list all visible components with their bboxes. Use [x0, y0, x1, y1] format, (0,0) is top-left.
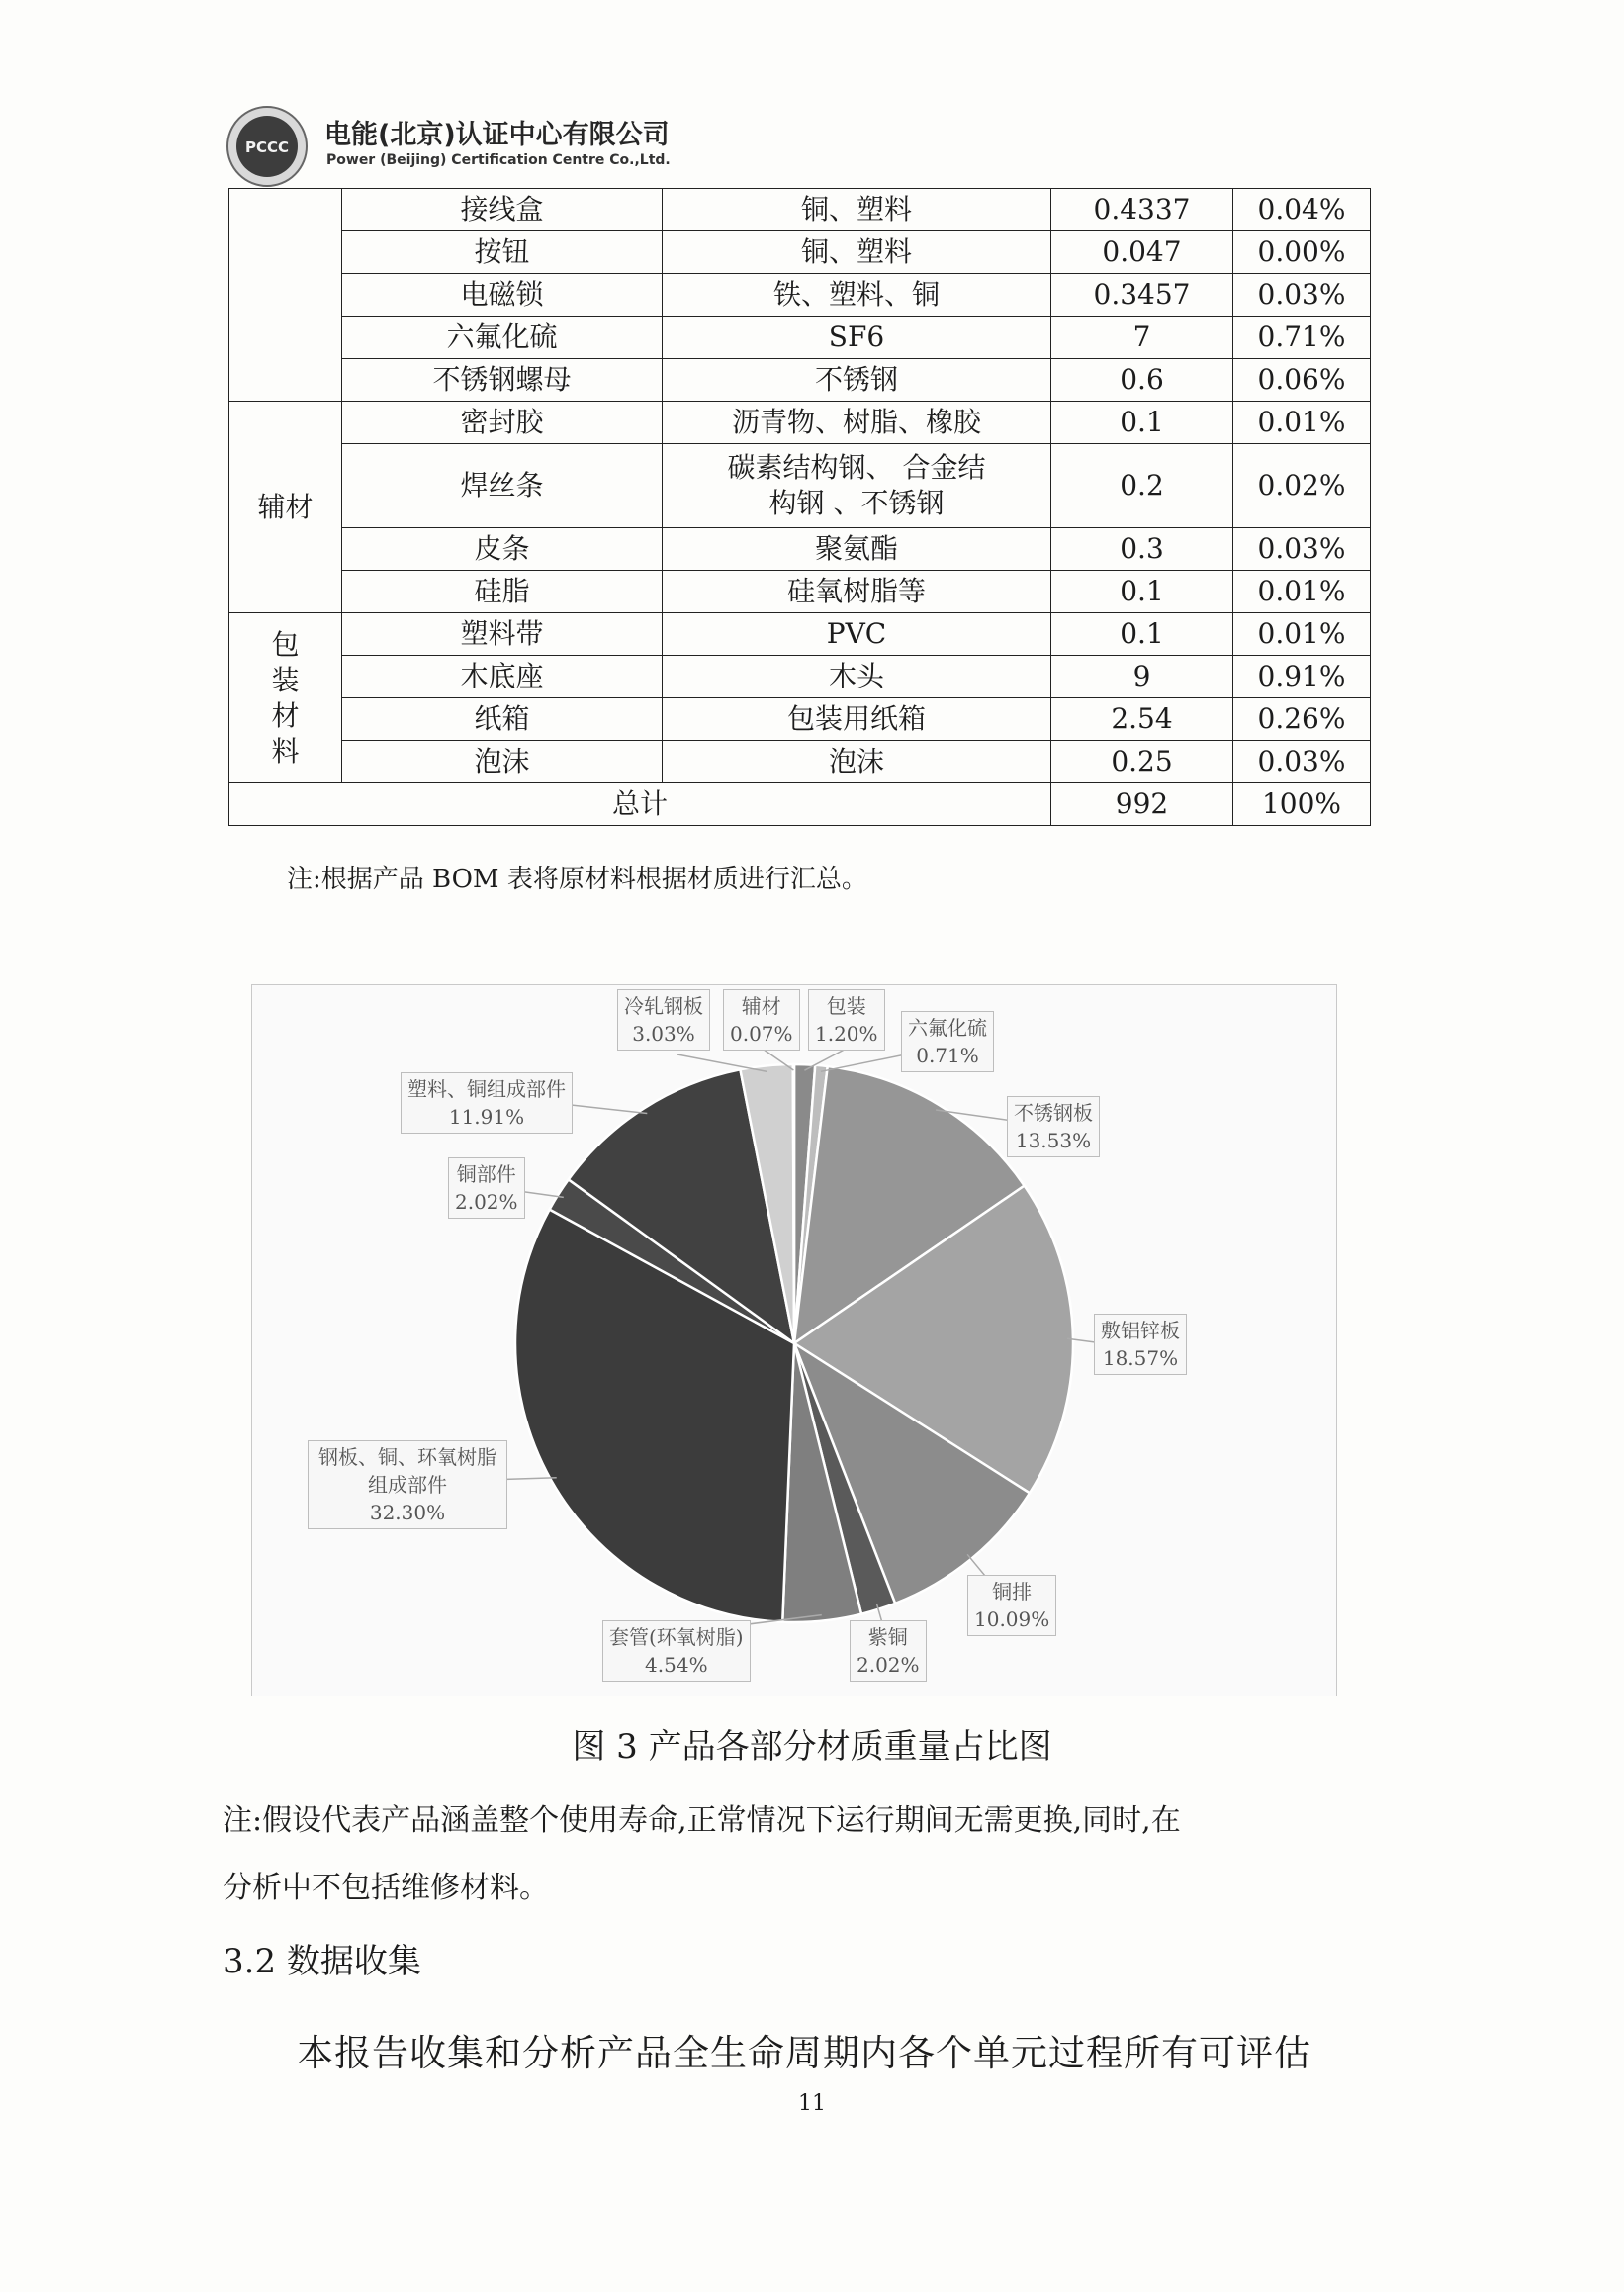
weight-cell: 0.2: [1051, 444, 1233, 528]
weight-cell: 0.1: [1051, 613, 1233, 656]
percent-cell: 0.03%: [1233, 274, 1371, 317]
slice-label-packaging: [808, 989, 885, 1051]
slice-label-copper-part: [448, 1157, 525, 1219]
material-cell: 铜、塑料: [663, 231, 1051, 274]
table-row: [229, 189, 1371, 231]
table-row: [229, 741, 1371, 783]
total-row: [229, 783, 1371, 826]
slice-label-value: 1.20%: [815, 1022, 878, 1046]
pie-slice: [793, 1064, 794, 1343]
table-row: [229, 231, 1371, 274]
table-note: 注:根据产品 BOM 表将原材料根据材质进行汇总。: [287, 865, 867, 894]
slice-label-name: 包装: [826, 994, 866, 1018]
percent-cell: 0.02%: [1233, 444, 1371, 528]
weight-cell: 0.4337: [1051, 189, 1233, 231]
section-heading: 3.2 数据收集: [223, 1942, 421, 1981]
slice-label-name: 塑料、铜组成部件: [407, 1077, 566, 1101]
material-cell: 不锈钢: [663, 359, 1051, 402]
percent-cell: 0.03%: [1233, 741, 1371, 783]
company-logo: [226, 105, 309, 188]
slice-label-value: 10.09%: [974, 1607, 1050, 1631]
slice-label-plastic-copper: [401, 1072, 573, 1134]
weight-cell: 0.047: [1051, 231, 1233, 274]
weight-cell: 0.25: [1051, 741, 1233, 783]
logo-text: PCCC: [244, 138, 290, 156]
company-name-en: Power (Beijing) Certification Centre Co.,Ltd.: [326, 152, 671, 168]
slice-label-value: 0.71%: [916, 1044, 979, 1067]
percent-cell: 0.06%: [1233, 359, 1371, 402]
part-cell: 六氟化硫: [342, 317, 663, 359]
slice-label-cold-rolled: [617, 989, 710, 1051]
materials-table: [228, 188, 1371, 826]
slice-label-name: 敷铝锌板: [1101, 1319, 1180, 1342]
part-cell: 硅脂: [342, 571, 663, 613]
weight-cell: 2.54: [1051, 698, 1233, 741]
slice-label-value: 2.02%: [455, 1190, 518, 1214]
percent-cell: 0.01%: [1233, 613, 1371, 656]
material-cell: 铜、塑料: [663, 189, 1051, 231]
part-cell: 塑料带: [342, 613, 663, 656]
material-cell: PVC: [663, 613, 1051, 656]
note-line-1: 注:假设代表产品涵盖整个使用寿命,正常情况下运行期间无需更换,同时,在: [223, 1803, 1181, 1838]
note-line-2: 分析中不包括维修材料。: [223, 1871, 549, 1905]
slice-label-steel-copper-epoxy: [308, 1440, 507, 1529]
part-cell: 焊丝条: [342, 444, 663, 528]
part-cell: 木底座: [342, 656, 663, 698]
page-number: 11: [798, 2091, 826, 2116]
part-cell: 接线盒: [342, 189, 663, 231]
slice-label-value: 11.91%: [448, 1105, 525, 1129]
slice-label-sf6: [901, 1011, 994, 1072]
group-cell: [229, 189, 342, 402]
page-header: [226, 99, 740, 188]
group-cell-packaging: 包装材料: [229, 613, 342, 783]
material-cell: 聚氨酯: [663, 528, 1051, 571]
percent-cell: 0.71%: [1233, 317, 1371, 359]
slice-label-value: 3.03%: [632, 1022, 695, 1046]
slice-label-name: 铜部件: [456, 1162, 516, 1186]
slice-label-auxiliary: [723, 989, 800, 1051]
table-row: [229, 359, 1371, 402]
body-paragraph: 本报告收集和分析产品全生命周期内各个单元过程所有可评估: [297, 2032, 1311, 2074]
slice-label-stainless-sheet: [1007, 1096, 1100, 1157]
material-cell: 包装用纸箱: [663, 698, 1051, 741]
slice-label-value: 32.30%: [369, 1501, 446, 1524]
total-weight: 992: [1051, 783, 1233, 826]
slice-label-bushing: [602, 1620, 751, 1682]
table-row: [229, 656, 1371, 698]
pie-slices: [515, 1064, 1073, 1622]
slice-label-value: 2.02%: [857, 1653, 920, 1677]
slice-label-value: 0.07%: [730, 1022, 793, 1046]
percent-cell: 0.01%: [1233, 402, 1371, 444]
weight-cell: 0.3457: [1051, 274, 1233, 317]
material-cell: 泡沫: [663, 741, 1051, 783]
weight-cell: 0.1: [1051, 402, 1233, 444]
leader-line: [677, 1054, 767, 1071]
part-cell: 纸箱: [342, 698, 663, 741]
pie-chart: [251, 984, 1337, 1696]
weight-cell: 0.6: [1051, 359, 1233, 402]
total-percent: 100%: [1233, 783, 1371, 826]
percent-cell: 0.26%: [1233, 698, 1371, 741]
material-cell: SF6: [663, 317, 1051, 359]
table-row: [229, 613, 1371, 656]
company-name-cn: 电能(北京)认证中心有限公司: [324, 120, 670, 150]
table-row: [229, 528, 1371, 571]
material-cell: 铁、塑料、铜: [663, 274, 1051, 317]
percent-cell: 0.00%: [1233, 231, 1371, 274]
table-row: [229, 571, 1371, 613]
percent-cell: 0.01%: [1233, 571, 1371, 613]
part-cell: 电磁锁: [342, 274, 663, 317]
slice-label-name: 套管(环氧树脂): [609, 1625, 744, 1649]
weight-cell: 0.1: [1051, 571, 1233, 613]
weight-cell: 9: [1051, 656, 1233, 698]
part-cell: 按钮: [342, 231, 663, 274]
part-cell: 泡沫: [342, 741, 663, 783]
group-cell-auxiliary: 辅材: [229, 402, 342, 613]
slice-label-name: 六氟化硫: [908, 1016, 987, 1040]
table-row: [229, 317, 1371, 359]
percent-cell: 0.91%: [1233, 656, 1371, 698]
slice-label-copper-bar: [967, 1575, 1056, 1636]
part-cell: 不锈钢螺母: [342, 359, 663, 402]
slice-label-name: 辅材: [741, 994, 781, 1018]
slice-label-red-copper: [850, 1620, 927, 1682]
table-row: [229, 444, 1371, 528]
percent-cell: 0.03%: [1233, 528, 1371, 571]
weight-cell: 7: [1051, 317, 1233, 359]
material-cell: 木头: [663, 656, 1051, 698]
slice-label-name: 铜排: [992, 1580, 1033, 1604]
table-row: [229, 274, 1371, 317]
figure-caption: 图 3 产品各部分材质重量占比图: [572, 1727, 1052, 1767]
part-cell: 密封胶: [342, 402, 663, 444]
slice-label-value: 4.54%: [645, 1653, 708, 1677]
slice-label-value: 13.53%: [1015, 1129, 1092, 1152]
slice-label-name: 紫铜: [867, 1625, 908, 1649]
percent-cell: 0.04%: [1233, 189, 1371, 231]
table-row: [229, 698, 1371, 741]
part-cell: 皮条: [342, 528, 663, 571]
material-cell: 硅氧树脂等: [663, 571, 1051, 613]
total-label: 总计: [229, 783, 1051, 826]
table-row: [229, 402, 1371, 444]
slice-label-alu-zinc-sheet: [1094, 1314, 1187, 1375]
slice-label-value: 18.57%: [1102, 1346, 1179, 1370]
weight-cell: 0.3: [1051, 528, 1233, 571]
material-cell: 碳素结构钢、 合金结构钢 、不锈钢: [663, 444, 1051, 528]
slice-label-name: 冷轧钢板: [624, 994, 703, 1018]
material-cell: 沥青物、树脂、橡胶: [663, 402, 1051, 444]
slice-label-name: 不锈钢板: [1014, 1101, 1093, 1125]
slice-label-name: 钢板、铜、环氧树脂组成部件: [318, 1445, 496, 1497]
